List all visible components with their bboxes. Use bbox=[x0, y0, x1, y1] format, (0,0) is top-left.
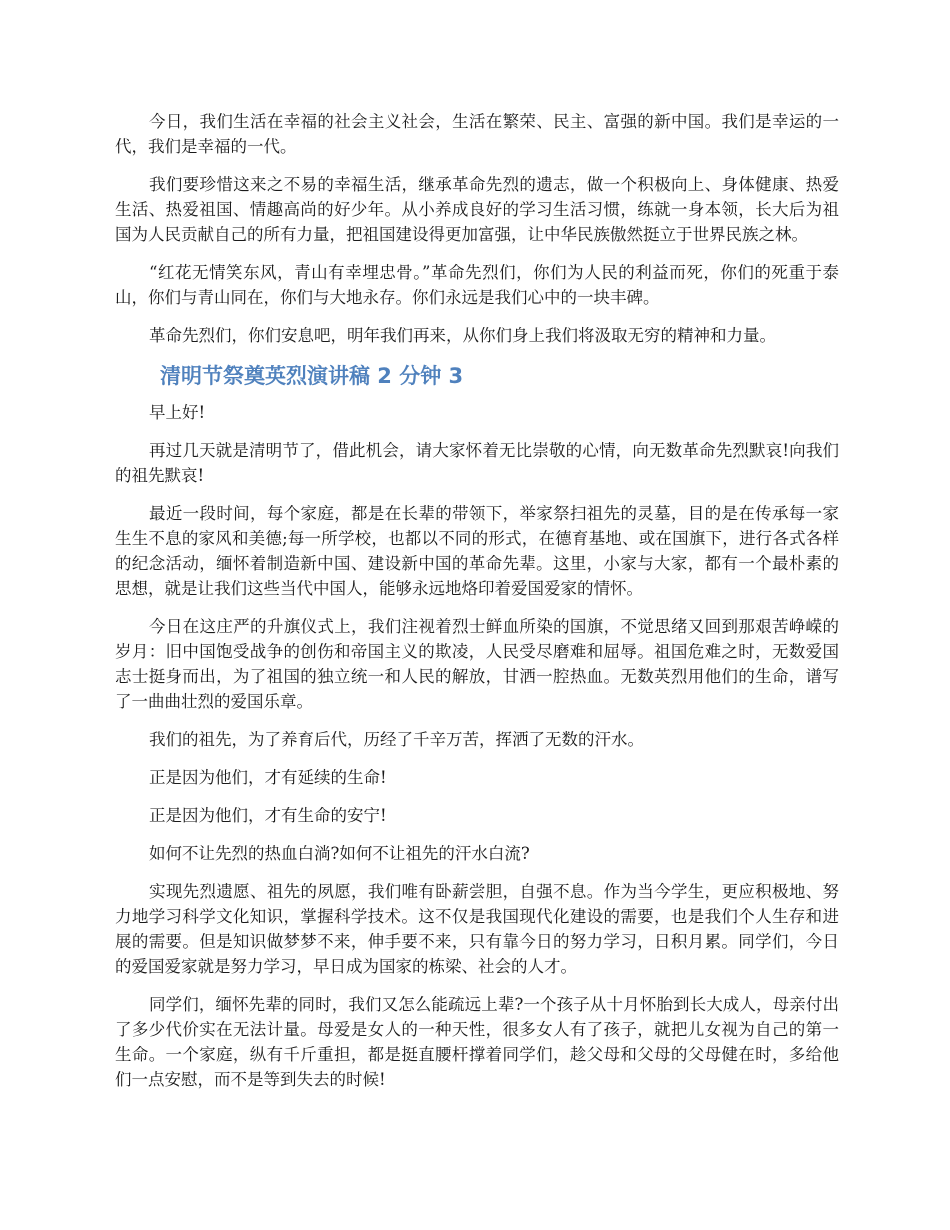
paragraph: 正是因为他们，才有生命的安宁! bbox=[149, 806, 387, 825]
paragraph: 同学们，缅怀先辈的同时，我们又怎么能疏远上辈?一个孩子从十月怀胎到长大成人，母亲付出了多少代价实在无法计量。母爱是女人的一种天性，很多女人有了孩子，就把儿女视为自己的第一生命。一个家庭，纵有千斤重担，都是挺直腰杆撑着同学们，趁父母和父母的父母健在时，多给他们一点安慰，而不是等到失去的时候! bbox=[115, 995, 839, 1089]
paragraph: 正是因为他们，才有延续的生命! bbox=[149, 768, 387, 787]
document-body bbox=[115, 109, 839, 1105]
paragraph: 我们要珍惜这来之不易的幸福生活，继承革命先烈的遗志，做一个积极向上、身体健康、热爱生活、热爱祖国、情趣高尚的好少年。从小养成良好的学习生活习惯，练就一身本领，长大后为祖国为人民贡献自己的所有力量，把祖国建设得更加富强，让中华民族傲然挺立于世界民族之林。 bbox=[115, 175, 839, 244]
paragraph: “红花无情笑东风，青山有幸埋忠骨。”革命先烈们，你们为人民的利益而死，你们的死重于泰山，你们与青山同在，你们与大地永存。你们永远是我们心中的一块丰碑。 bbox=[115, 263, 839, 307]
paragraph: 最近一段时间，每个家庭，都是在长辈的带领下，举家祭扫祖先的灵墓，目的是在传承每一家生生不息的家风和美德;每一所学校，也都以不同的形式，在德育基地、或在国旗下，进行各式各样的纪念活动，缅怀着制造新中国、建设新中国的革命先辈。这里，小家与大家，都有一个最朴素的思想，就是让我们这些当代中国人，能够永远地烙印着爱国爱家的情怀。 bbox=[115, 504, 839, 598]
paragraph: 革命先烈们，你们安息吧，明年我们再来，从你们身上我们将汲取无穷的精神和力量。 bbox=[149, 326, 776, 345]
section-heading: 清明节祭奠英烈演讲稿 2 分钟 3 bbox=[160, 364, 464, 388]
paragraph: 如何不让先烈的热血白淌?如何不让祖先的汗水白流? bbox=[149, 844, 530, 863]
paragraph: 再过几天就是清明节了，借此机会，请大家怀着无比崇敬的心情，向无数革命先烈默哀!向我们的祖先默哀! bbox=[115, 441, 839, 485]
paragraph: 实现先烈遗愿、祖先的夙愿，我们唯有卧薪尝胆，自强不息。作为当今学生，更应积极地、努力地学习科学文化知识，掌握科学技术。这不仅是我国现代化建设的需要，也是我们个人生存和进展的需要。但是知识做梦梦不来，伸手要不来，只有靠今日的努力学习，日积月累。同学们，今日的爱国爱家就是努力学习，早日成为国家的栋梁、社会的人才。 bbox=[115, 882, 839, 976]
paragraph: 早上好! bbox=[149, 403, 206, 422]
paragraph: 我们的祖先，为了养育后代，历经了千辛万苦，挥洒了无数的汗水。 bbox=[149, 730, 644, 749]
paragraph: 今日在这庄严的升旗仪式上，我们注视着烈士鲜血所染的国旗，不觉思绪又回到那艰苦峥嵘的岁月：旧中国饱受战争的创伤和帝国主义的欺凌，人民受尽磨难和屈辱。祖国危难之时，无数爱国志士挺身而出，为了祖国的独立统一和人民的解放，甘洒一腔热血。无数英烈用他们的生命，谱写了一曲曲壮烈的爱国乐章。 bbox=[115, 617, 839, 711]
paragraph: 今日，我们生活在幸福的社会主义社会，生活在繁荣、民主、富强的新中国。我们是幸运的一代，我们是幸福的一代。 bbox=[115, 112, 839, 156]
